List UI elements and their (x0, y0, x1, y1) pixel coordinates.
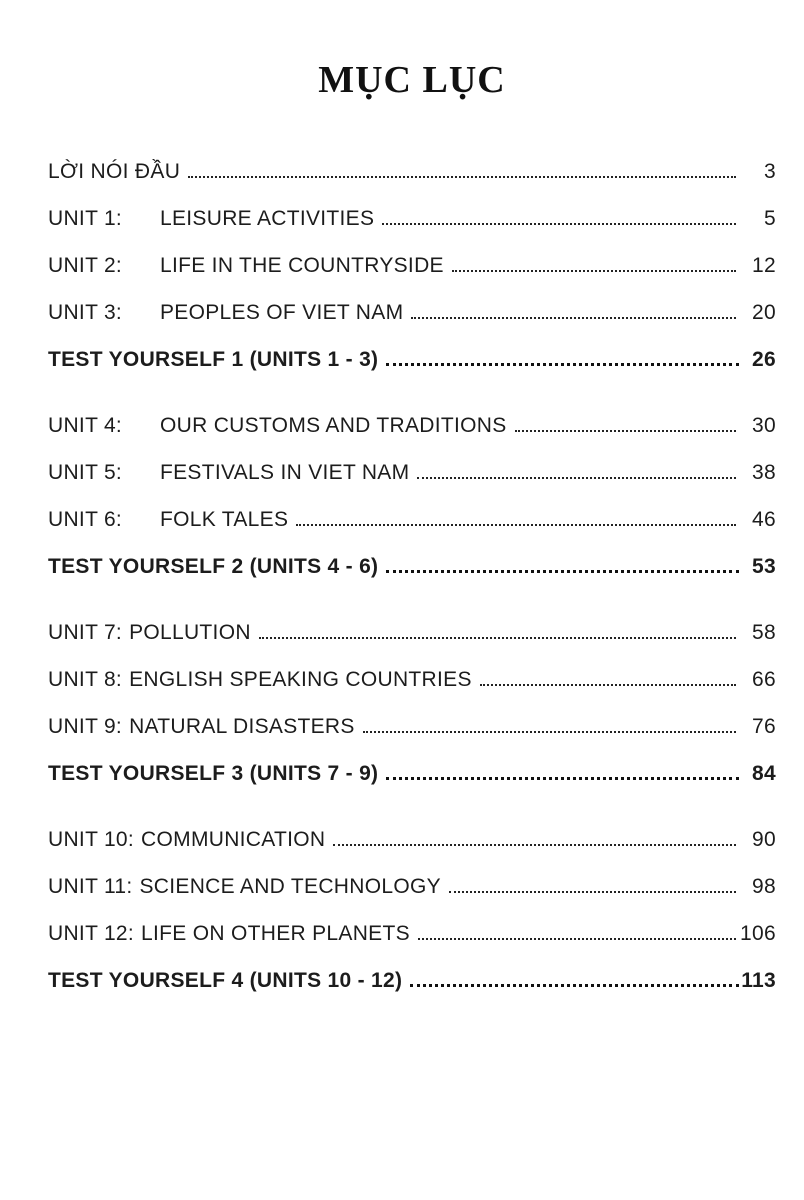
dot-leader (418, 938, 736, 940)
dot-leader (386, 570, 739, 573)
toc-entry-title: NATURAL DISASTERS (129, 715, 355, 738)
page-title: MỤC LỤC (318, 59, 506, 101)
toc-entry (48, 543, 776, 590)
toc-entry-page: 66 (752, 668, 776, 691)
toc-entry (48, 289, 776, 336)
toc-entry-title: TEST YOURSELF 2 (UNITS 4 - 6) (48, 555, 379, 578)
toc-entry-title: FOLK TALES (160, 508, 289, 531)
toc-entry-title: ENGLISH SPEAKING COUNTRIES (129, 668, 472, 691)
toc-entry-prefix: UNIT 7: (48, 621, 123, 644)
toc-entry (48, 148, 776, 195)
dot-leader (382, 223, 736, 225)
toc-list (48, 148, 776, 1004)
toc-entry-title: TEST YOURSELF 3 (UNITS 7 - 9) (48, 762, 379, 785)
toc-entry-page: 5 (764, 207, 776, 230)
toc-entry (48, 750, 776, 797)
toc-entry (48, 496, 776, 543)
toc-entry-prefix: UNIT 1: (48, 207, 123, 230)
toc-entry-page: 76 (752, 715, 776, 738)
toc-entry-title: POLLUTION (129, 621, 251, 644)
toc-entry-title: TEST YOURSELF 1 (UNITS 1 - 3) (48, 348, 379, 371)
toc-entry-page: 26 (752, 348, 776, 371)
dot-leader (410, 984, 739, 987)
toc-entry-page: 46 (752, 508, 776, 531)
toc-entry-prefix: UNIT 5: (48, 461, 123, 484)
dot-leader (449, 891, 736, 893)
dot-leader (333, 844, 736, 846)
toc-entry-page: 3 (764, 160, 776, 183)
dot-leader (515, 430, 736, 432)
toc-entry-page: 58 (752, 621, 776, 644)
toc-entry-prefix: UNIT 10: (48, 828, 135, 851)
toc-entry-title: LIFE IN THE COUNTRYSIDE (160, 254, 444, 277)
toc-entry-page: 90 (752, 828, 776, 851)
toc-entry-page: 84 (752, 762, 776, 785)
toc-entry-prefix: UNIT 6: (48, 508, 123, 531)
toc-entry-title: OUR CUSTOMS AND TRADITIONS (160, 414, 507, 437)
toc-entry (48, 242, 776, 289)
toc-entry-prefix: UNIT 3: (48, 301, 123, 324)
toc-entry-title: LEISURE ACTIVITIES (160, 207, 375, 230)
toc-entry-page: 20 (752, 301, 776, 324)
toc-entry-title: TEST YOURSELF 4 (UNITS 10 - 12) (48, 969, 403, 992)
toc-entry-page: 106 (740, 922, 776, 945)
toc-entry-page: 30 (752, 414, 776, 437)
toc-entry-title: FESTIVALS IN VIET NAM (160, 461, 410, 484)
dot-leader (417, 477, 736, 479)
toc-entry-title: COMMUNICATION (141, 828, 326, 851)
toc-entry-prefix: UNIT 8: (48, 668, 123, 691)
toc-entry-page: 38 (752, 461, 776, 484)
toc-entry-title: PEOPLES OF VIET NAM (160, 301, 404, 324)
toc-entry-page: 113 (741, 969, 776, 992)
dot-leader (386, 363, 739, 366)
toc-entry-title: LỜI NÓI ĐẦU (48, 160, 181, 183)
dot-leader (411, 317, 736, 319)
toc-entry-page: 12 (752, 254, 776, 277)
dot-leader (296, 524, 736, 526)
toc-entry-page: 53 (752, 555, 776, 578)
toc-entry (48, 816, 776, 863)
toc-entry (48, 449, 776, 496)
toc-entry-prefix: UNIT 9: (48, 715, 123, 738)
toc-entry-title: LIFE ON OTHER PLANETS (141, 922, 410, 945)
toc-entry-page: 98 (752, 875, 776, 898)
toc-entry (48, 910, 776, 957)
toc-entry (48, 336, 776, 383)
toc-entry (48, 957, 776, 1004)
toc-entry-prefix: UNIT 4: (48, 414, 123, 437)
toc-entry-title: SCIENCE AND TECHNOLOGY (139, 875, 441, 898)
toc-entry-prefix: UNIT 11: (48, 875, 133, 898)
toc-entry (48, 703, 776, 750)
toc-entry (48, 863, 776, 910)
dot-leader (480, 684, 736, 686)
toc-entry (48, 609, 776, 656)
toc-entry (48, 402, 776, 449)
dot-leader (386, 777, 739, 780)
toc-entry (48, 195, 776, 242)
dot-leader (363, 731, 736, 733)
dot-leader (452, 270, 736, 272)
toc-entry (48, 656, 776, 703)
toc-entry-prefix: UNIT 2: (48, 254, 123, 277)
toc-entry-prefix: UNIT 12: (48, 922, 135, 945)
dot-leader (259, 637, 736, 639)
dot-leader (188, 176, 736, 178)
